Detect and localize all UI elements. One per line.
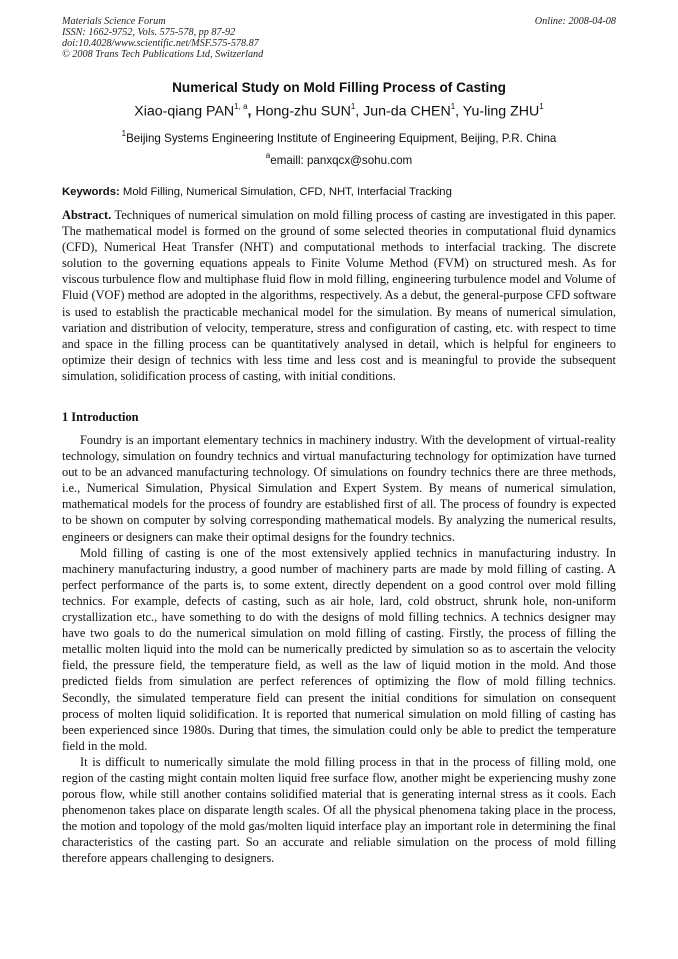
copyright-line: © 2008 Trans Tech Publications Ltd, Switzerland	[62, 49, 264, 60]
email-text: emaill: panxqcx@sohu.com	[270, 153, 413, 167]
introduction-body	[62, 432, 616, 867]
author-name: Hong-zhu SUN	[255, 103, 351, 120]
author-list	[0, 103, 678, 120]
author-name: Jun-da CHEN	[363, 103, 451, 120]
author-separator: ,	[355, 103, 364, 120]
affiliation	[0, 130, 678, 145]
journal-name: Materials Science Forum	[62, 16, 166, 27]
author-separator: ,	[455, 103, 463, 120]
author-affil-mark: 1	[539, 102, 544, 111]
author-name: Yu-ling ZHU	[462, 103, 540, 120]
paper-title: Numerical Study on Mold Filling Process of Casting	[172, 80, 506, 95]
contact-email	[0, 152, 678, 167]
abstract-label: Abstract.	[62, 208, 112, 222]
affiliation-text: Beijing Systems Engineering Institute of Engineering Equipment, Beijing, P.R. China	[126, 131, 557, 145]
abstract	[62, 207, 616, 384]
intro-paragraph: Foundry is an important elementary technics in machinery industry. With the development of virtual-reality technology, simulation on foundry technics and virtual manufacturing technology for optimization have turned out to be an advanced manufacturing technology. Of simulations on foundry technics there are three methods, i.e., Numerical Simulation, Physical Simulation and Expert System. By means of numerical simulation, mathematical models for the process of foundry are established first of all. The process of foundry is expected to be shown on computer by solving corresponding mathematical models. By analyzing the numerical results, engineers or designers can make their optimal designs for the foundry technics.	[62, 433, 616, 544]
keywords	[62, 186, 614, 198]
abstract-text: Techniques of numerical simulation on mold filling process of casting are investigated in this paper. The mathematical model is formed on the ground of some selected theories in computational fluid dynamics (CFD), Numerical Heat Transfer (NHT) and computational methods to interfacial tracking. The discrete solution to the governing equations appeals to Finite Volume Method (FVM) on structured mesh. As for viscous turbulence flow and multiphase fluid flow in mold filling, engineering turbulence model and Volume of Fluid (VOF) method are adopted in the algorithms, respectively. As a debut, the general-purpose CFD software is used to establish the practicable mechanical model for the simulation. By means of numerical simulation, variation and distribution of velocity, temperature, stress and configuration of casting, etc. with respect to time and space in the filling process can be quantitatively analysed in detail, which is helpful for engineers to optimize their design of technics with less time and less cost and is meaningful to provide the subsequent simulation, solidification process of casting, with initial conditions.	[62, 208, 616, 383]
journal-header	[62, 16, 263, 60]
online-date: Online: 2008-04-08	[534, 16, 616, 27]
author-name: Xiao-qiang PAN	[134, 103, 235, 120]
author-affil-mark: 1, a	[234, 102, 248, 111]
section-heading-introduction: 1 Introduction	[62, 410, 139, 424]
keywords-text: Mold Filling, Numerical Simulation, CFD, NHT, Interfacial Tracking	[119, 186, 452, 198]
keywords-label: Keywords:	[62, 186, 120, 198]
issn-line: ISSN: 1662-9752, Vols. 575-578, pp 87-92	[62, 27, 236, 38]
intro-paragraph: It is difficult to numerically simulate the mold filling process in that in the process of filling mold, one region of the casting might contain molten liquid free surface flow, another might be experiencing mushy zone porous flow, while still another contains solidified material that is generating internal stress as it cools. Each phenomenon takes place on disparate length scales. Of all the physical phenomena taking place in the process, the motion and topology of the mold gas/molten liquid interface play an important role in determining the final characteristics of the casting part. So an accurate and reliable simulation on the process of mold filling therefore appears challenging to designers.	[62, 754, 616, 866]
email-mark: a	[265, 151, 271, 160]
author-affil-mark: 1	[450, 102, 456, 111]
doi-line: doi:10.4028/www.scientific.net/MSF.575-578.87	[62, 38, 259, 49]
affiliation-mark: 1	[121, 129, 127, 138]
author-separator: ,	[247, 103, 256, 120]
author-affil-mark: 1	[350, 102, 356, 111]
intro-paragraph: Mold filling of casting is one of the most extensively applied technics in manufacturing industry. In machinery manufacturing industry, a good number of machinery parts are made by mold filling of casting. A perfect performance of the parts is, to some extent, directly dependent on a good control over mold filling technics. For example, defects of casting, such as air hole, lard, cold obstruct, shrunk hole, non-uniform crystallization etc., have something to do with the designs of mold filling technics. A technics designer may have two goals to do the numerical simulation on mold filling of casting. Firstly, the process of filling the metallic molten liquid into the mold can be numerically predicted by simulation so as to ascertain the velocity field, the pressure field, the temperature field, as well as the law of liquid motion in the mold. And those predicted fields from simulation are perfect references of optimizing the flow of mold filling technics. Secondly, the simulated temperature field can present the initial conditions for simulation on consequent process of molten liquid solidification. It is reported that numerical simulation on mold filling of casting has been experienced since 1980s. During that times, the simulation could only be able to predict the temperature field in the mold.	[62, 545, 616, 753]
